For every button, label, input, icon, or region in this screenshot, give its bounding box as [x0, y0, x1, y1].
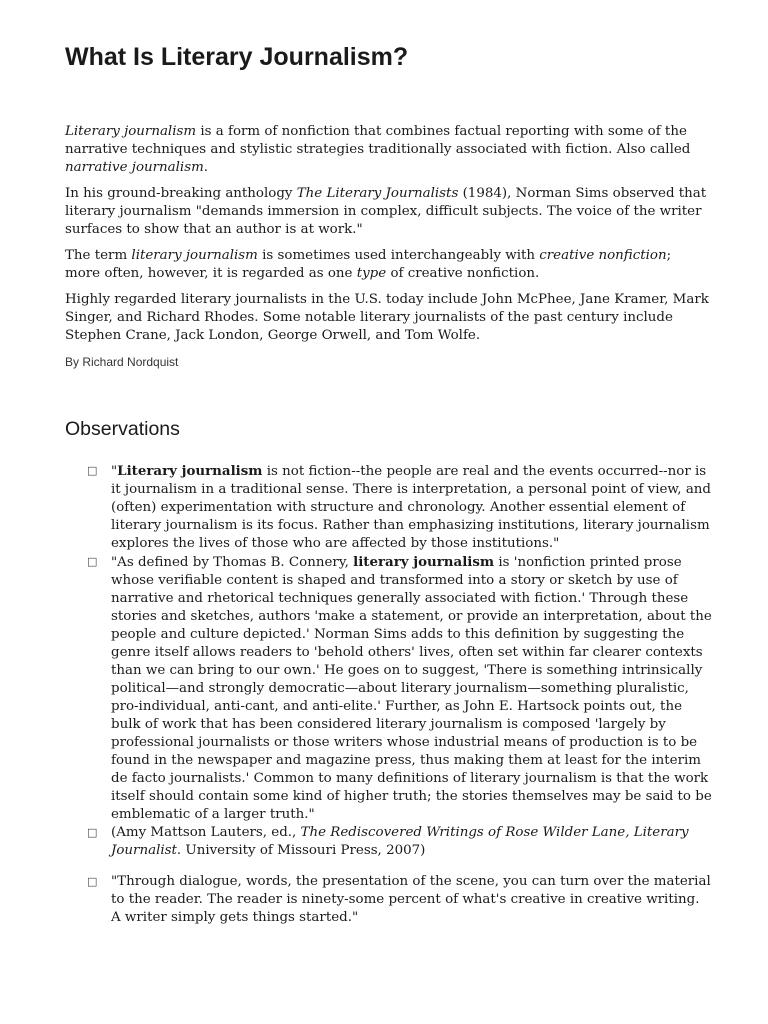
term-paragraph: The term literary journalism is sometimes used interchangeably with creative nonfiction; more often, however, it is regarded as one type of creative nonfiction.: [65, 248, 672, 281]
bullet-icon: □: [87, 555, 98, 568]
page-title: What Is Literary Journalism?: [65, 43, 409, 71]
observations-list: [87, 462, 712, 927]
citation-book-title: The Rediscovered Writings of Rose Wilder Lane, Literary Journalist: [111, 825, 689, 858]
bullet-icon: □: [87, 464, 98, 477]
observations-heading: Observations: [65, 418, 180, 440]
list-item: □ "As defined by Thomas B. Connery, literary journalism is 'nonfiction printed prose whose verifiable content is shaped and transformed into a story or sketch by use of narrative and rhetorical techniques generally associated with fiction.' Through these stories and sketches, authors 'make a statement, or provide an interpretation, about the people and culture depicted.' Norman Sims adds to this definition by suggesting the genre itself allows readers to 'behold others' lives, often set within far clearer contexts than we can bring to our own.' He goes on to suggest, 'There is something intrinsically political—and strongly democratic—about literary journalism—something pluralistic, pro-individual, anti-cant, and anti-elite.' Further, as John E. Hartsock points out, the bulk of work that has been considered literary journalism is composed 'largely by professional journalists or those writers whose industrial means of production is to be found in the newspaper and magazine press, thus making them at least for the interim de facto journalists.' Common to many definitions of literary journalism is that the work itself should contain some kind of higher truth; the stories themselves may be said to be emblematic of a larger truth.": [87, 554, 712, 822]
sims-paragraph: In his ground-breaking anthology The Literary Journalists (1984), Norman Sims observed that literary journalism "demands immersion in complex, difficult subjects. The voice of the writer surfaces to show that an author is at work.": [65, 186, 707, 237]
book-title: The Literary Journalists: [296, 186, 459, 201]
list-item: □ "Literary journalism is not fiction--the people are real and the events occurred--nor is it journalism in a traditional sense. There is interpretation, a personal point of view, and (often) experimentation with structure and chronology. Another essential element of literary journalism is its focus. Rather than emphasizing institutions, literary journalism explores the lives of those who are affected by those institutions.": [87, 463, 712, 551]
term-narrative-journalism: narrative journalism: [65, 160, 204, 175]
citation-item: □ (Amy Mattson Lauters, ed., The Rediscovered Writings of Rose Wilder Lane, Literary Journalist. University of Missouri Press, 2007): [87, 825, 689, 858]
definition-paragraph: Literary journalism is a form of nonfiction that combines factual reporting with some of the narrative techniques and stylistic strategies traditionally associated with fiction. Also called narrative journalism.: [65, 124, 691, 175]
bullet-icon: □: [87, 826, 98, 839]
bullet-icon: □: [87, 875, 98, 888]
journalists-paragraph: Highly regarded literary journalists in the U.S. today include John McPhee, Jane Kramer, Mark Singer, and Richard Rhodes. Some notable literary journalists of the past century include Stephen Crane, Jack London, George Orwell, and Tom Wolfe.: [65, 292, 709, 343]
list-item: □ "Through dialogue, words, the presentation of the scene, you can turn over the material to the reader. The reader is ninety-some percent of what's creative in creative writing. A writer simply gets things started.": [87, 874, 711, 925]
term-literary-journalism: Literary journalism: [65, 124, 197, 139]
byline: By Richard Nordquist: [65, 355, 179, 369]
intro-section: [65, 123, 710, 371]
